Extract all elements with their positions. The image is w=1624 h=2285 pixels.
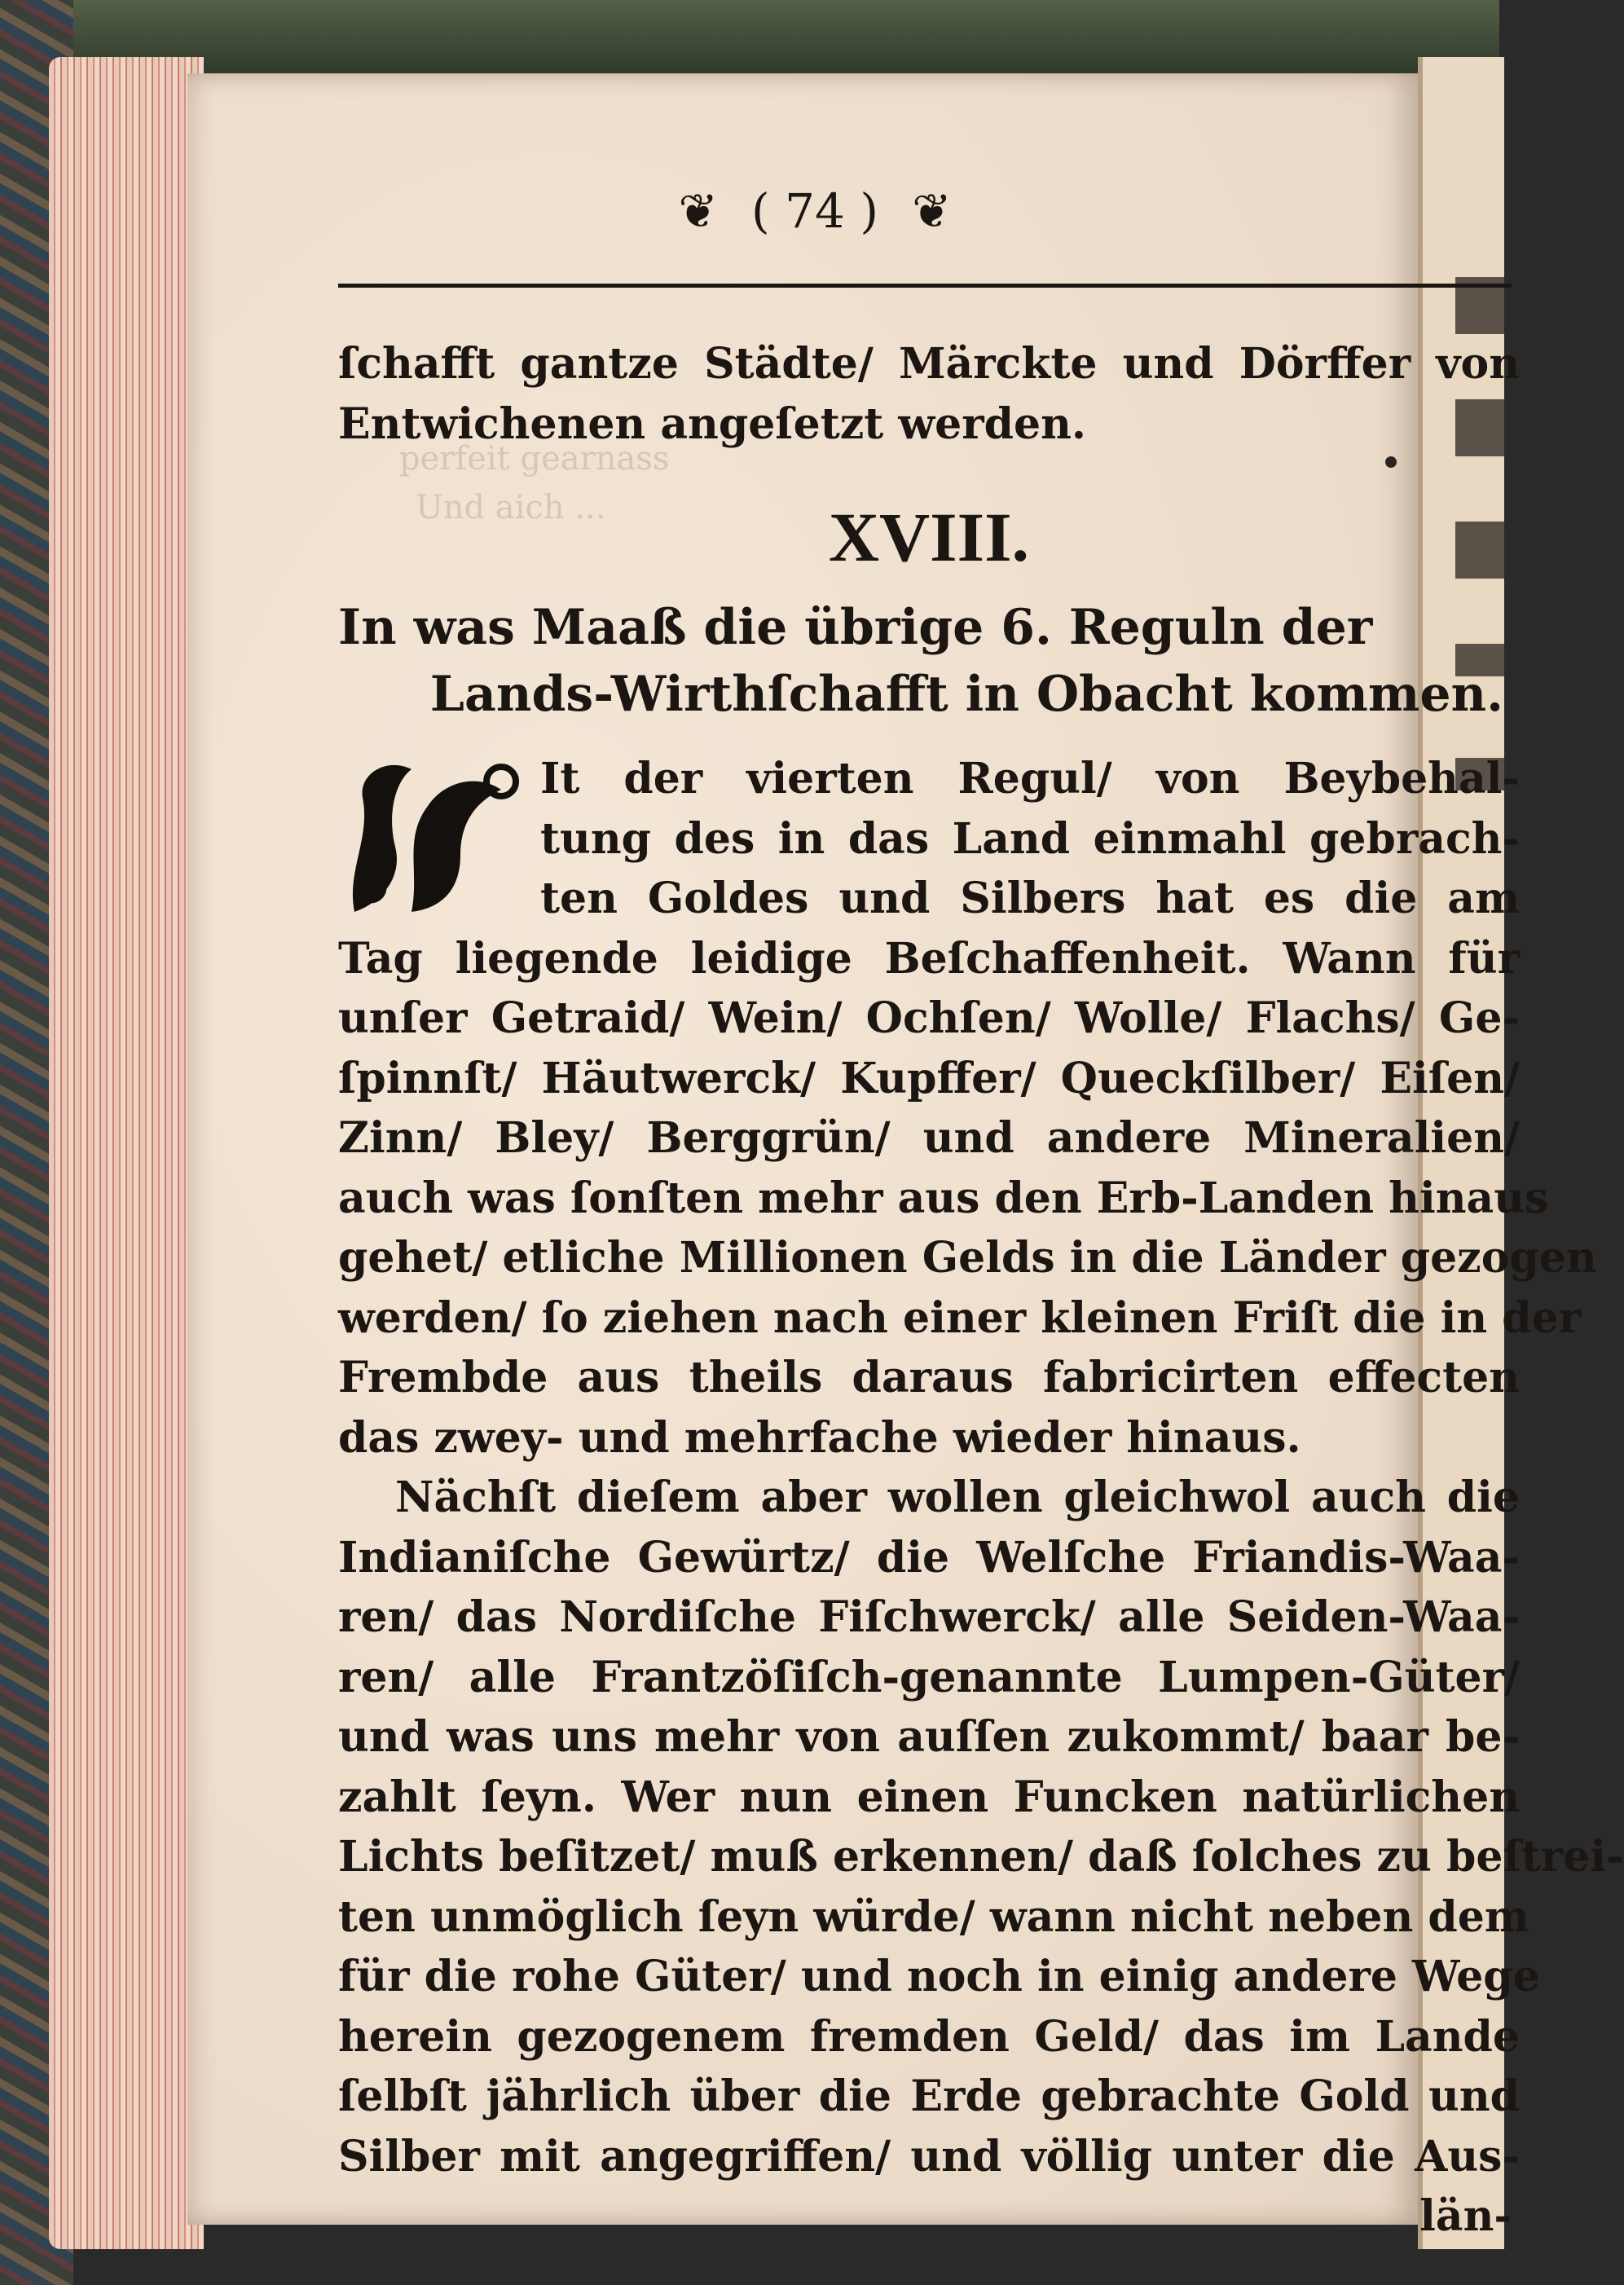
book-page bbox=[187, 73, 1624, 2241]
text-line: Tag liegende leidige Beſchaffenheit. Wann für bbox=[338, 933, 1520, 984]
header-ornament-icon: ❦ bbox=[912, 183, 952, 239]
text-line: ren/ alle Frantzöſiſch-genannte Lumpen-Güter/ bbox=[338, 1652, 1520, 1702]
dropcap bbox=[338, 749, 526, 922]
catchword: län- bbox=[1419, 2191, 1512, 2241]
chapter-number: XVIII. bbox=[828, 498, 1030, 576]
text-line: das zwey- und mehrfache wieder hinaus. bbox=[338, 1412, 1301, 1463]
header-ornament-icon: ❦ bbox=[678, 183, 718, 239]
text-line: ten Goldes und Silbers hat es die am bbox=[540, 874, 1520, 923]
text-line: werden/ ſo ziehen nach einer kleinen Friſt die in der bbox=[338, 1292, 1582, 1343]
text-line: ten unmöglich ſeyn würde/ wann nicht neben dem bbox=[338, 1891, 1529, 1942]
chapter-title-line: In was Maaß die übrige 6. Reguln der bbox=[338, 599, 1373, 656]
header-rule bbox=[338, 284, 1512, 288]
text-line: gehet/ etliche Millionen Gelds in die Länder gezogen bbox=[338, 1233, 1597, 1283]
page-mark bbox=[1385, 456, 1397, 468]
text-line: ren/ das Nordiſche Fiſchwerck/ alle Seiden-Waa- bbox=[338, 1592, 1520, 1642]
text-line: auch was ſonſten mehr aus den Erb-Landen hinaus bbox=[338, 1173, 1549, 1223]
text-line: ſpinnſt/ Häutwerck/ Kupffer/ Queckſilber/ Eiſen/ bbox=[338, 1053, 1520, 1103]
page-number: ( 74 ) bbox=[751, 183, 878, 239]
text-line: Zinn/ Bley/ Berggrün/ und andere Mineralien/ bbox=[338, 1113, 1520, 1163]
text-line: herein gezogenem fremden Geld/ das im Lande bbox=[338, 2011, 1520, 2062]
page-edges bbox=[49, 57, 204, 2249]
text-line: ſelbſt jährlich über die Erde gebrachte Gold und bbox=[338, 2071, 1520, 2121]
bleed-through-text: Und aich ... bbox=[416, 489, 606, 526]
text-line: It der vierten Regul/ von Beybehal- bbox=[540, 754, 1520, 803]
text-line: zahlt ſeyn. Wer nun einen Funcken natürlichen bbox=[338, 1772, 1520, 1822]
page-header bbox=[334, 183, 1296, 281]
text-line: für die rohe Güter/ und noch in einig andere Wege bbox=[338, 1952, 1540, 2001]
text-line: Lichts beſitzet/ muß erkennen/ daß ſolches zu beſtrei- bbox=[338, 1832, 1624, 1882]
text-line: tung des in das Land einmahl gebrach- bbox=[540, 813, 1520, 864]
text-line: Frembde aus theils daraus fabricirten effecten bbox=[338, 1353, 1520, 1402]
bleed-through-text: perfeit gearnass bbox=[399, 440, 670, 478]
paragraph-2 bbox=[338, 1468, 1624, 2186]
text-line: Silber mit angegriffen/ und völlig unter die Aus- bbox=[338, 2131, 1520, 2182]
paragraph-1 bbox=[338, 749, 1597, 1468]
text-line: und was uns mehr von auſſen zukommt/ baar be- bbox=[338, 1712, 1520, 1762]
text-line: Nächſt dieſem aber wollen gleichwol auch die bbox=[395, 1473, 1520, 1522]
text-line: Entwichenen angeſetzt werden. bbox=[338, 398, 1086, 449]
page-body bbox=[338, 334, 1624, 2247]
text-line: unſer Getraid/ Wein/ Ochſen/ Wolle/ Flachs/ Ge- bbox=[338, 993, 1520, 1043]
text-line: Indianiſche Gewürtz/ die Welſche Friandis-Waa- bbox=[338, 1532, 1520, 1583]
book-cover-top bbox=[0, 0, 1499, 73]
chapter-title-line: Lands-Wirthſchafft in Obacht kommen. bbox=[429, 666, 1503, 723]
text-line: ſchafft gantze Städte/ Märckte und Dörffer von bbox=[338, 339, 1520, 389]
